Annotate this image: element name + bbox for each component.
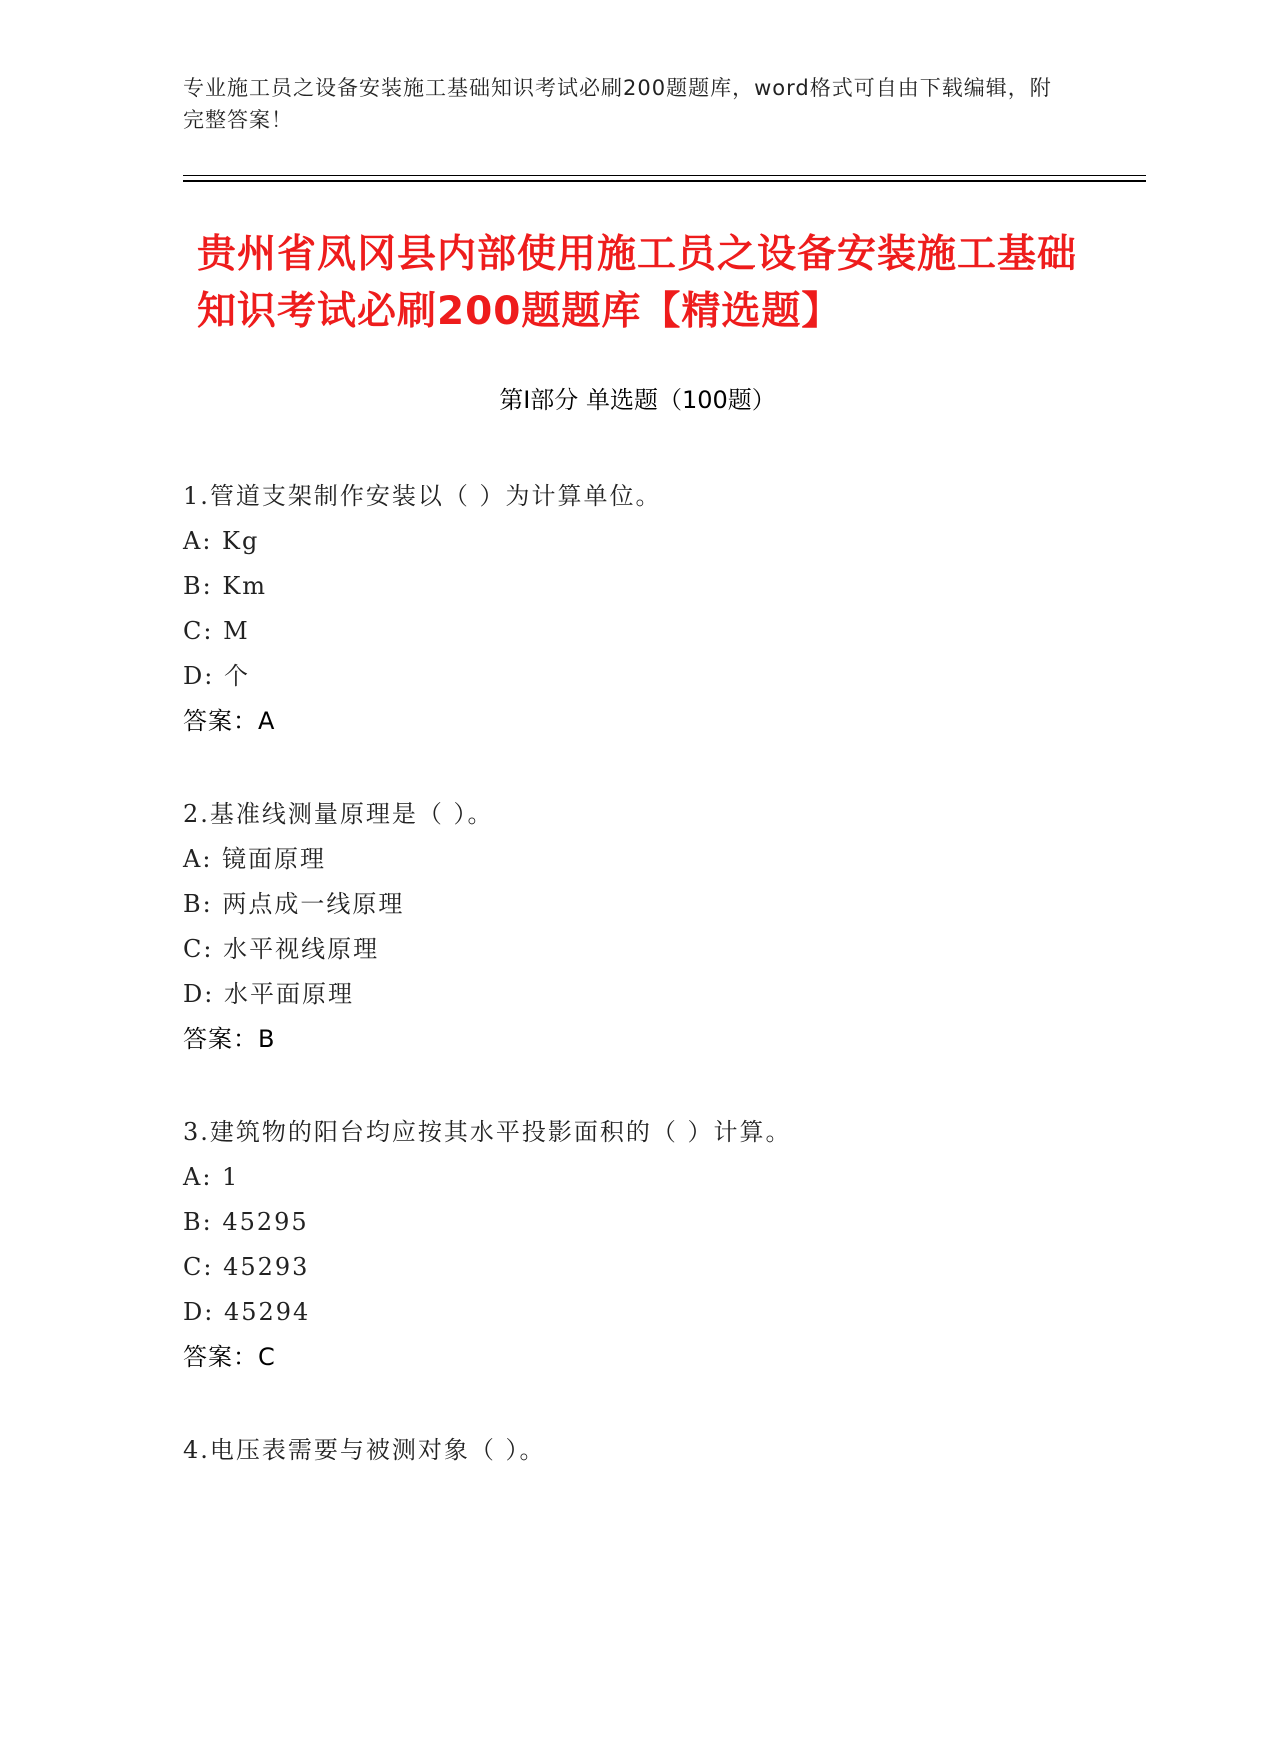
question-stem: 2.基准线测量原理是（ ）。 xyxy=(183,800,494,828)
option-a: A: 镜面原理 xyxy=(183,845,327,873)
question-stem: 4.电压表需要与被测对象（ ）。 xyxy=(183,1436,546,1464)
header-note: 专业施工员之设备安装施工基础知识考试必刷200题题库，word格式可自由下载编辑，附完整答案！ xyxy=(183,76,1052,132)
document-title: 贵州省凤冈县内部使用施工员之设备安装施工基础知识考试必刷200题题库【精选题】 xyxy=(197,232,1078,334)
option-b: B: Km xyxy=(183,572,268,600)
header-divider-thick xyxy=(183,180,1146,182)
option-a: A: 1 xyxy=(183,1163,240,1191)
option-b: B: 两点成一线原理 xyxy=(183,890,405,918)
option-b: B: 45295 xyxy=(183,1208,309,1236)
question-stem: 1.管道支架制作安装以（ ）为计算单位。 xyxy=(183,482,662,510)
option-d: D: 45294 xyxy=(183,1298,311,1326)
option-a: A: Kg xyxy=(183,527,260,555)
option-c: C: 水平视线原理 xyxy=(183,935,380,963)
option-c: C: 45293 xyxy=(183,1253,310,1281)
question-stem: 3.建筑物的阳台均应按其水平投影面积的（ ）计算。 xyxy=(183,1118,792,1146)
question-3 xyxy=(183,1110,1143,1428)
question-4 xyxy=(183,1428,1143,1746)
question-1 xyxy=(183,474,1143,792)
option-d: D: 个 xyxy=(183,662,250,690)
header-divider-thin xyxy=(183,175,1146,176)
answer: 答案：A xyxy=(183,707,276,735)
option-d: D: 水平面原理 xyxy=(183,980,354,1008)
answer: 答案：B xyxy=(183,1025,276,1053)
answer: 答案：C xyxy=(183,1343,276,1371)
question-list xyxy=(183,474,1143,1746)
section-title: 第Ⅰ部分 单选题（100题） xyxy=(499,386,776,414)
question-2 xyxy=(183,792,1143,1110)
option-c: C: M xyxy=(183,617,250,645)
